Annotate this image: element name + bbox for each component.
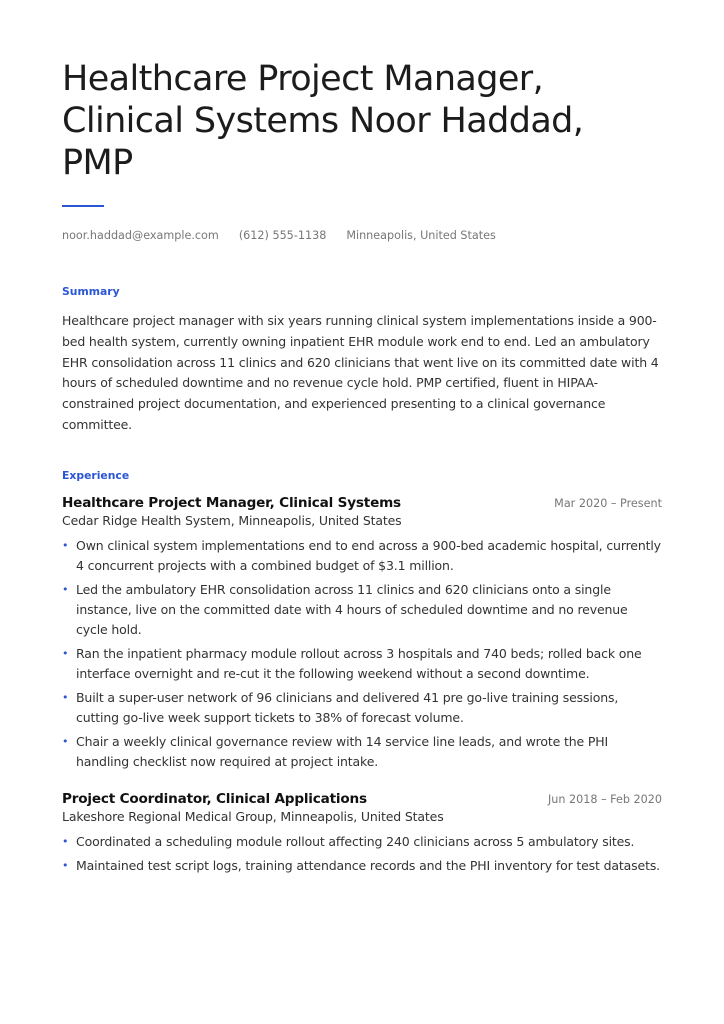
job-dates: Mar 2020 – Present (554, 496, 662, 510)
bullet-text: Ran the inpatient pharmacy module rollout across 3 hospitals and 740 beds; rolled back one interface overnight and re-cut it the following weekend without a second downtime. (76, 645, 642, 681)
job-header (62, 791, 662, 807)
resume-page (62, 58, 662, 880)
bullet-item (62, 536, 662, 576)
bullet-icon: • (62, 834, 69, 848)
contact-email[interactable]: noor.haddad@example.com (62, 229, 219, 242)
contact-line (62, 229, 662, 242)
summary-text: Healthcare project manager with six years running clinical system implementations inside a 900-bed health system, currently owning inpatient EHR module work end to end. Led an ambulatory EHR consolidation across 11 clinics and 620 clinicians that went live on its committed date with 4 hours of scheduled downtime and no revenue cycle hold. PMP certified, fluent in HIPAA-constrained project documentation, and experienced presenting to a clinical governance committee. (62, 313, 659, 432)
job-dates: Jun 2018 – Feb 2020 (547, 792, 662, 806)
contact-location: Minneapolis, United States (346, 229, 496, 242)
job-organization: Lakeshore Regional Medical Group, Minneapolis, United States (62, 808, 444, 824)
bullet-icon: • (62, 646, 69, 660)
job-entry (62, 495, 662, 772)
job-role: Healthcare Project Manager, Clinical Systems (62, 494, 401, 511)
bullet-icon: • (62, 858, 69, 872)
job-role: Project Coordinator, Clinical Applications (62, 790, 367, 807)
bullet-text: Own clinical system implementations end to end across a 900-bed academic hospital, currently 4 concurrent projects with a combined budget of $3.1 million. (76, 537, 661, 573)
bullet-text: Built a super-user network of 96 clinicians and delivered 41 pre go-live training sessions, cutting go-live week support tickets to 38% of forecast volume. (76, 689, 619, 725)
bullet-icon: • (62, 538, 69, 552)
bullet-item (62, 832, 662, 852)
page-title: Healthcare Project Manager, Clinical Systems Noor Haddad, PMP (62, 59, 584, 183)
bullet-icon: • (62, 734, 69, 748)
bullet-item (62, 856, 662, 876)
bullet-text: Chair a weekly clinical governance review with 14 service line leads, and wrote the PHI handling checklist now required at project intake. (76, 733, 609, 769)
bullet-text: Coordinated a scheduling module rollout affecting 240 clinicians across 5 ambulatory sites. (76, 833, 635, 849)
job-organization: Cedar Ridge Health System, Minneapolis, United States (62, 512, 402, 528)
contact-phone[interactable]: (612) 555-1138 (238, 229, 327, 242)
bullet-icon: • (62, 582, 69, 596)
job-bullets (62, 536, 662, 772)
section-title-summary: Summary (62, 285, 120, 298)
bullet-item (62, 732, 662, 772)
bullet-icon: • (62, 690, 69, 704)
bullet-item (62, 644, 662, 684)
bullet-text: Led the ambulatory EHR consolidation across 11 clinics and 620 clinicians onto a single instance, live on the committed date with 4 hours of scheduled downtime and no revenue cycle hold. (76, 581, 628, 637)
accent-divider (62, 205, 104, 207)
bullet-text: Maintained test script logs, training attendance records and the PHI inventory for test datasets. (76, 857, 661, 873)
job-header (62, 495, 662, 511)
job-entry (62, 791, 662, 876)
bullet-item (62, 688, 662, 728)
section-title-experience: Experience (62, 468, 130, 482)
bullet-item (62, 580, 662, 640)
job-bullets (62, 832, 662, 876)
